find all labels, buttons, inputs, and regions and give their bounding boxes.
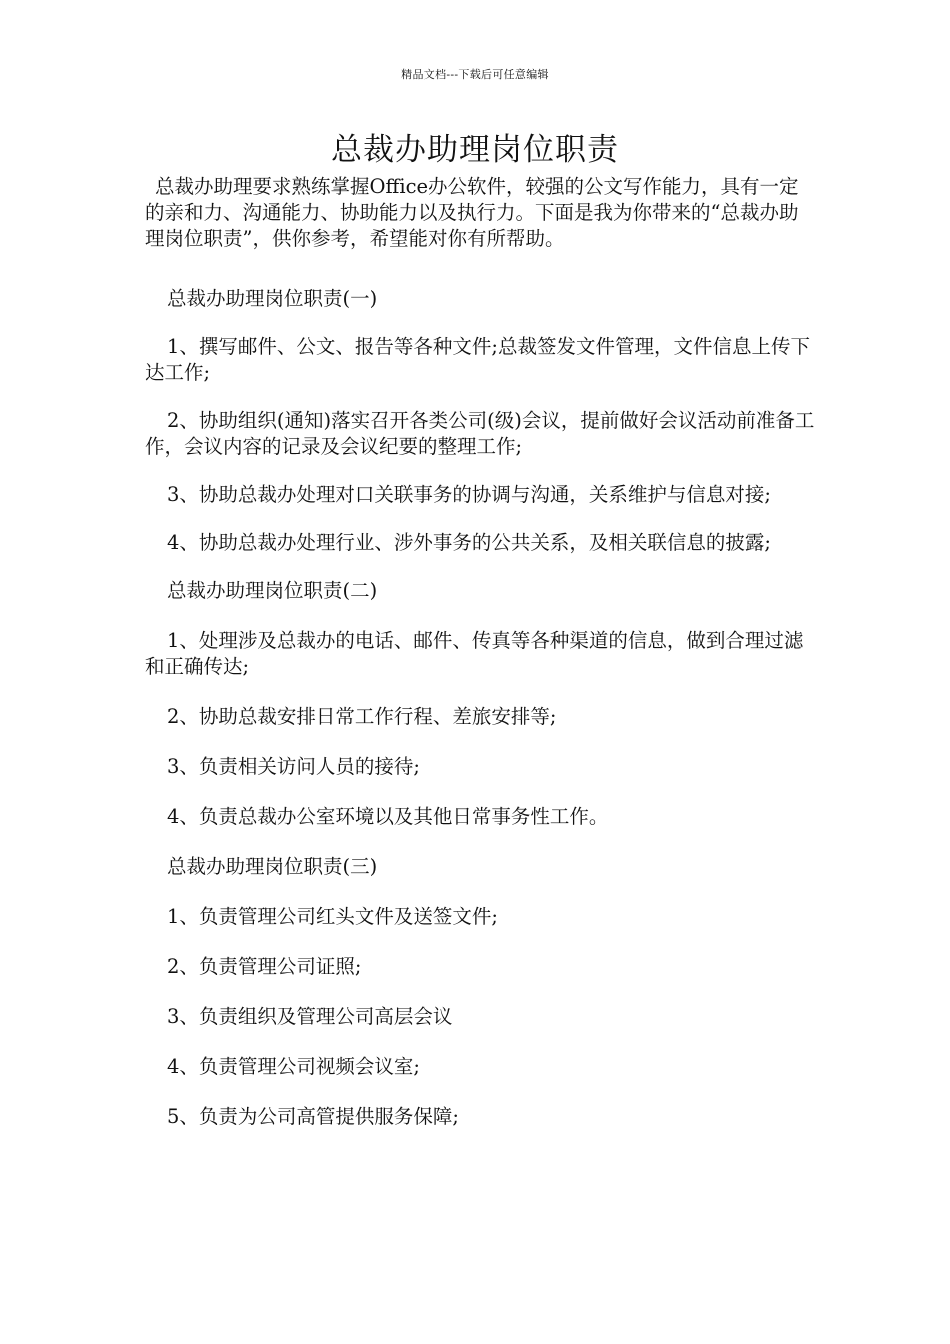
list-item: 5、负责为公司高管提供服务保障; <box>167 1105 459 1128</box>
list-item: 4、协助总裁办处理行业、涉外事务的公共关系，及相关联信息的披露; <box>167 531 771 554</box>
list-item: 4、负责总裁办公室环境以及其他日常事务性工作。 <box>167 805 609 828</box>
list-item: 2、负责管理公司证照; <box>167 955 362 978</box>
list-item: 4、负责管理公司视频会议室; <box>167 1055 420 1078</box>
page-header: 精品文档---下载后可任意编辑 <box>401 68 549 81</box>
section-heading-3: 总裁办助理岗位职责(三) <box>167 855 378 878</box>
list-item: 2、协助组织(通知)落实召开各类公司(级)会议，提前做好会议活动前准备工作，会议内容的记录及会议纪要的整理工作; <box>145 409 815 458</box>
document-title: 总裁办助理岗位职责 <box>331 132 619 168</box>
list-item: 1、负责管理公司红头文件及送签文件; <box>167 905 498 928</box>
section-heading-1: 总裁办助理岗位职责(一) <box>167 287 378 310</box>
list-item: 1、撰写邮件、公文、报告等各种文件;总裁签发文件管理，文件信息上传下达工作; <box>145 335 810 384</box>
list-item: 3、负责组织及管理公司高层会议 <box>167 1005 453 1028</box>
document-body <box>145 174 815 1130</box>
list-item: 3、负责相关访问人员的接待; <box>167 755 420 778</box>
list-item: 3、协助总裁办处理对口关联事务的协调与沟通，关系维护与信息对接; <box>167 483 771 506</box>
section-heading-2: 总裁办助理岗位职责(二) <box>167 579 378 602</box>
list-item: 1、处理涉及总裁办的电话、邮件、传真等各种渠道的信息，做到合理过滤和正确传达; <box>145 629 804 678</box>
list-item: 2、协助总裁安排日常工作行程、差旅安排等; <box>167 705 557 728</box>
intro-paragraph: 总裁办助理要求熟练掌握Office办公软件，较强的公文写作能力，具有一定的亲和力、沟通能力、协助能力以及执行力。下面是我为你带来的“总裁办助理岗位职责”，供你参考，希望能对你有所帮助。 <box>145 175 799 250</box>
